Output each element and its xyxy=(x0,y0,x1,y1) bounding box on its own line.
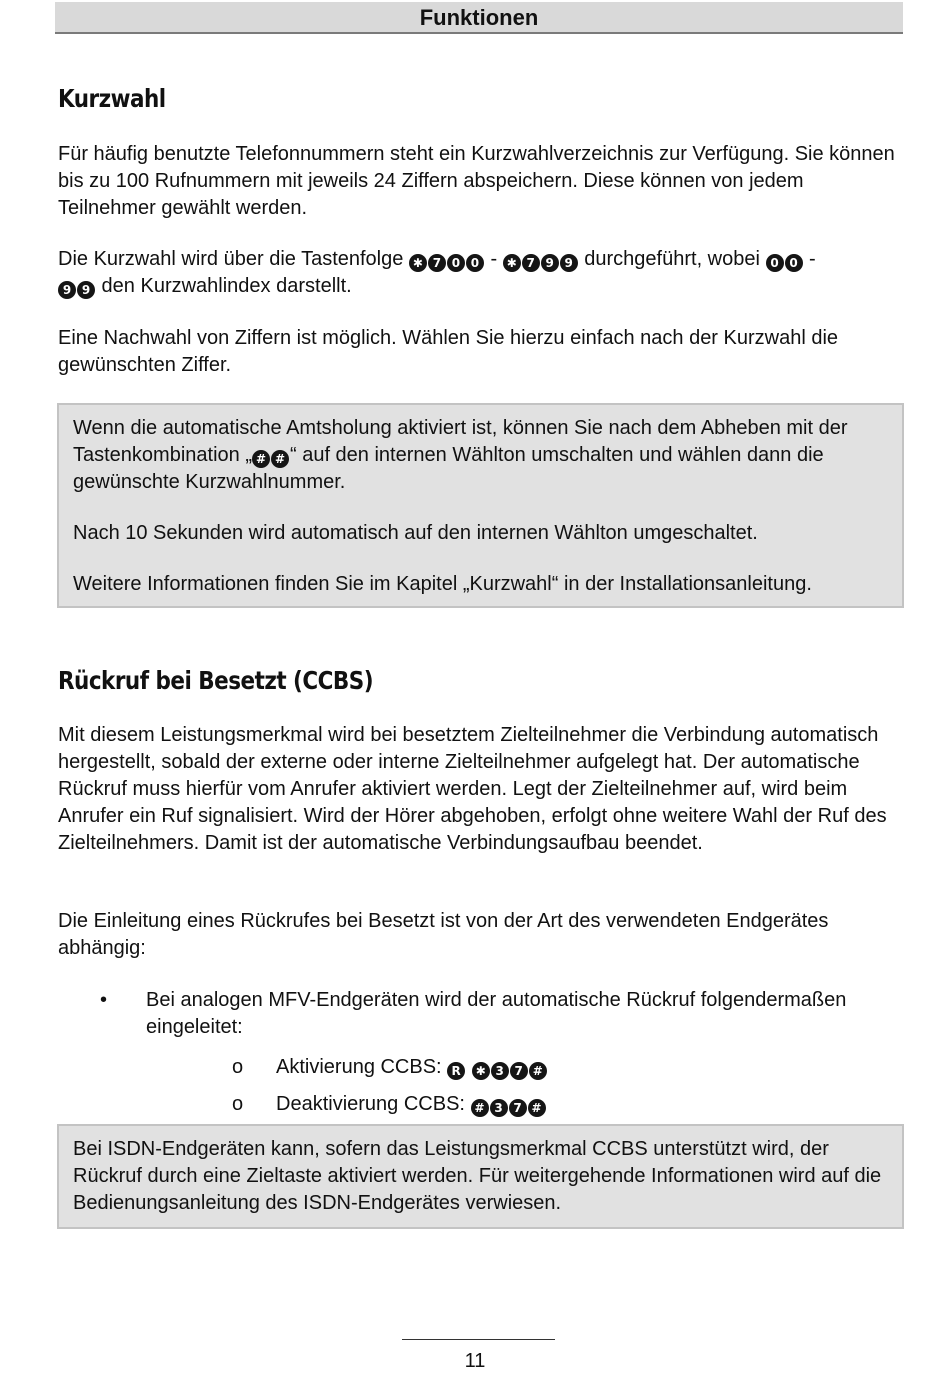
activate-label: Aktivierung CCBS: xyxy=(276,1056,448,1078)
footer-divider xyxy=(402,1339,555,1340)
keypad-key-icon: 3 xyxy=(491,1062,509,1080)
keypad-key-icon: 9 xyxy=(58,281,76,299)
paragraph-kurzwahl-sequence xyxy=(58,246,903,300)
paragraph-nachwahl: Eine Nachwahl von Ziffern ist möglich. Wählen Sie hierzu einfach nach der Kurzwahl die gewünschten Ziffer. xyxy=(58,327,839,376)
keypad-key-icon: ✱ xyxy=(409,254,427,272)
keypad-key-icon: 7 xyxy=(510,1062,528,1080)
keypad-key-icon: 0 xyxy=(766,254,784,272)
keypad-key-icon: 7 xyxy=(428,254,446,272)
note-amtsholung xyxy=(73,415,888,496)
note-reference: Weitere Informationen finden Sie im Kapitel „Kurzwahl“ in der Installationsanleitung. xyxy=(73,573,812,595)
keypad-key-icon: # xyxy=(471,1099,489,1117)
sub-item-activate xyxy=(146,1049,898,1086)
key-index-start xyxy=(766,248,804,270)
bullet-list xyxy=(58,987,898,1123)
keypad-key-icon: # xyxy=(252,450,270,468)
heading-kurzwahl: Kurzwahl xyxy=(58,84,166,113)
note-text-1a: Wenn die automatische Amtsholung aktiviert ist, können Sie nach dem Abheben mit der Tastenkombination „ xyxy=(73,417,848,466)
note-timeout: Nach 10 Sekunden wird automatisch auf den internen Wählton umgeschaltet. xyxy=(73,522,758,544)
header-title: Funktionen xyxy=(419,5,539,30)
note-box-amtsholung xyxy=(57,403,904,608)
key-r xyxy=(447,1056,466,1078)
bullet-text: Bei analogen MFV-Endgeräten wird der automatische Rückruf folgendermaßen eingeleitet: xyxy=(146,989,847,1038)
deactivate-label: Deaktivierung CCBS: xyxy=(276,1093,471,1115)
paragraph-kurzwahl-intro: Für häufig benutzte Telefonnummern steht ein Kurzwahlverzeichnis zur Verfügung. Sie können bis zu 100 Rufnummern mit jeweils 24 Ziffern abspeichern. Diese können von jedem Teilnehmer gewählt werden. xyxy=(58,143,895,219)
bullet-icon: • xyxy=(100,989,108,1011)
sub-bullet-icon: o xyxy=(232,1056,244,1078)
key-sequence-activate xyxy=(472,1056,548,1078)
keypad-key-icon: ✱ xyxy=(472,1062,490,1080)
sequence-text-3: den Kurzwahlindex darstellt. xyxy=(96,275,352,297)
sequence-text-2: durchgeführt, wobei xyxy=(578,248,766,270)
keypad-key-icon: 0 xyxy=(466,254,484,272)
keypad-key-icon: R xyxy=(447,1062,465,1080)
keypad-key-icon: # xyxy=(528,1099,546,1117)
key-sequence-deactivate xyxy=(471,1093,547,1115)
paragraph-ccbs-description: Mit diesem Leistungsmerkmal wird bei besetztem Zielteilnehmer die Verbindung automatisch hergestellt, sobald der externe oder interne Zielteilnehmer aufgelegt hat. Der automatische Rückruf muss hierfür vom Anrufer aktiviert werden. Legt der Zielteilnehmer auf, wird beim Anrufer ein Ruf signalisiert. Wird der Hörer abgehoben, erfolgt ohne weitere Wahl der Ruf des Zielteilnehmers. Damit ist der automatische Verbindungsaufbau beendet. xyxy=(58,724,887,854)
keypad-key-icon: # xyxy=(529,1062,547,1080)
note-box-isdn xyxy=(57,1124,904,1229)
keypad-key-icon: 7 xyxy=(522,254,540,272)
key-hash-hash xyxy=(252,444,290,466)
note-isdn: Bei ISDN-Endgeräten kann, sofern das Leistungsmerkmal CCBS unterstützt wird, der Rückruf durch eine Zieltaste aktiviert werden. Für weitergehende Informationen wird auf die Bedienungsanleitung des ISDN-Endgerätes verwiesen. xyxy=(73,1138,882,1214)
key-sequence-start xyxy=(409,248,485,270)
page-header xyxy=(55,2,903,34)
keypad-key-icon: 9 xyxy=(77,281,95,299)
keypad-key-icon: 9 xyxy=(541,254,559,272)
keypad-key-icon: 7 xyxy=(509,1099,527,1117)
key-index-end xyxy=(58,275,96,297)
key-sequence-end xyxy=(503,248,579,270)
page-number: 11 xyxy=(464,1350,486,1372)
sub-list xyxy=(146,1049,898,1123)
note-text-1b: “ auf den internen Wählton umschalten und wählen dann die gewünschte Kurzwahlnummer. xyxy=(73,444,824,493)
sub-item-deactivate xyxy=(146,1086,898,1123)
heading-ccbs: Rückruf bei Besetzt (CCBS) xyxy=(58,666,374,695)
sequence-separator: - xyxy=(484,248,503,270)
keypad-key-icon: # xyxy=(271,450,289,468)
paragraph-ccbs-endgeraet: Die Einleitung eines Rückrufes bei Besetzt ist von der Art des verwendeten Endgerätes abhängig: xyxy=(58,910,829,959)
keypad-key-icon: 0 xyxy=(447,254,465,272)
sub-bullet-icon: o xyxy=(232,1093,244,1115)
keypad-key-icon: ✱ xyxy=(503,254,521,272)
keypad-key-icon: 3 xyxy=(490,1099,508,1117)
keypad-key-icon: 9 xyxy=(560,254,578,272)
list-item-analog xyxy=(58,987,898,1123)
sequence-text-1: Die Kurzwahl wird über die Tastenfolge xyxy=(58,248,409,270)
keypad-key-icon: 0 xyxy=(785,254,803,272)
sequence-separator-2: - xyxy=(803,248,816,270)
